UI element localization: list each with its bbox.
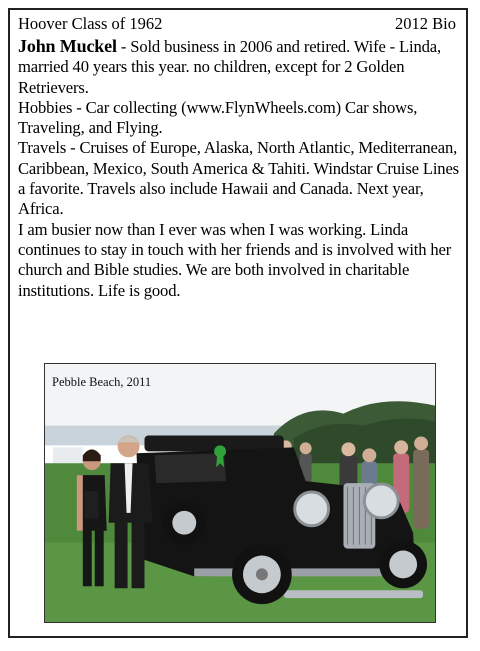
- header: [18, 14, 456, 34]
- bio-intro: [18, 36, 460, 98]
- bio-text: [18, 36, 460, 301]
- bio-card: [8, 8, 468, 638]
- hobbies-text: Hobbies - Car collecting (www.FlynWheels.com) Car shows, Traveling, and Flying.: [18, 97, 418, 138]
- photo-illustration: [45, 364, 435, 622]
- travels-text: Travels - Cruises of Europe, Alaska, North Atlantic, Mediterranean, Caribbean, Mexico, South America & Tahiti. Windstar Cruise Lines a favorite. Travels also include Hawaii and Canada. Next year, Africa.: [18, 138, 459, 219]
- class-label: Hoover Class of 1962: [18, 14, 163, 33]
- closing-text: I am busier now than I ever was when I was working. Linda continues to stay in touch with her friends and is involved with her church and Bible studies. We are both involved in charitable institutions. Life is good.: [18, 219, 452, 300]
- intro-text: - Sold business in 2006 and retired. Wife - Linda, married 40 years this year. no children, except for 2 Golden Retrievers.: [18, 37, 441, 97]
- car-show-photo: [44, 363, 436, 623]
- photo-caption: Pebble Beach, 2011: [52, 375, 152, 389]
- person-name: John Muckel: [18, 36, 117, 56]
- year-label: 2012 Bio: [395, 14, 456, 33]
